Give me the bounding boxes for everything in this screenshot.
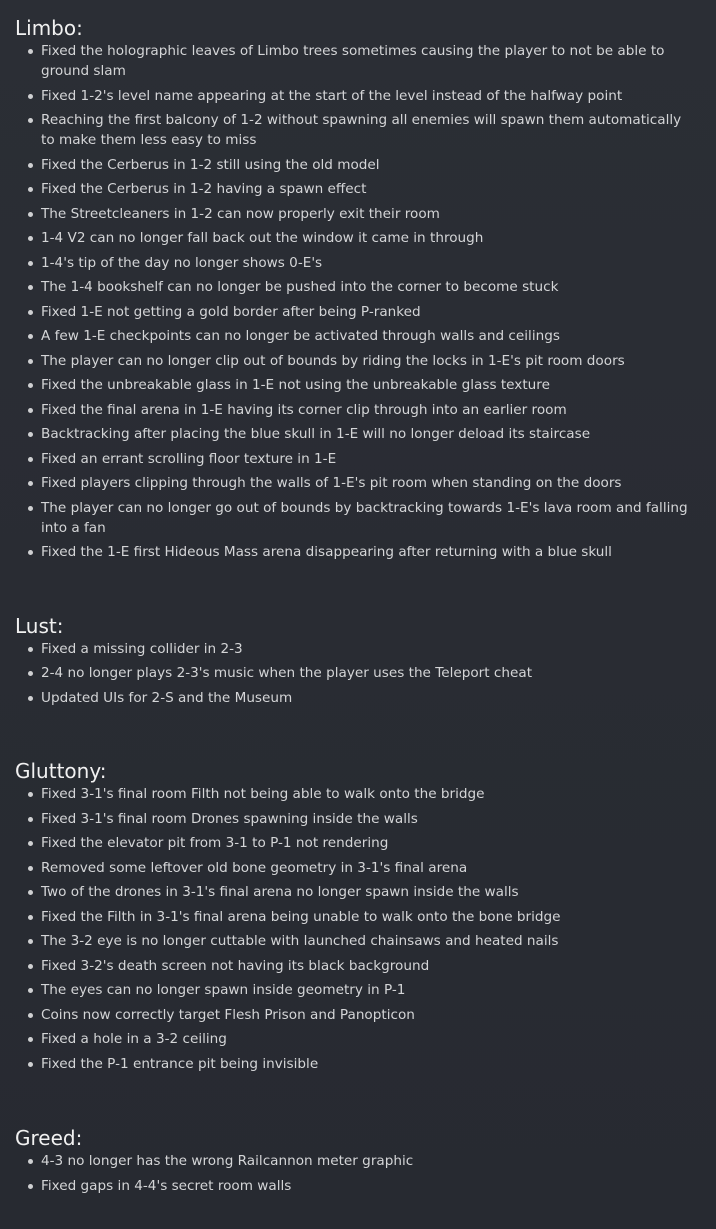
list-item: 2-4 no longer plays 2-3's music when the player uses the Teleport cheat [41,663,705,683]
list-item: Reaching the first balcony of 1-2 without spawning all enemies will spawn them automatically to make them less easy to miss [41,110,705,150]
item-list [15,784,705,1074]
list-item: Fixed 1-E not getting a gold border after being P-ranked [41,302,705,322]
list-item: Fixed 3-1's final room Drones spawning inside the walls [41,809,705,829]
section-title: Gluttony: [15,759,107,783]
list-item: The player can no longer go out of bounds by backtracking towards 1-E's lava room and falling into a fan [41,498,705,538]
list-item: Fixed 1-2's level name appearing at the start of the level instead of the halfway point [41,86,705,106]
list-item: Fixed a missing collider in 2-3 [41,639,705,659]
section-title: Greed: [15,1126,83,1150]
list-item: Fixed an errant scrolling floor texture in 1-E [41,449,705,469]
list-item: Fixed the final arena in 1-E having its corner clip through into an earlier room [41,400,705,420]
item-list [15,639,705,708]
list-item: The eyes can no longer spawn inside geometry in P-1 [41,980,705,1000]
list-item: The Streetcleaners in 1-2 can now properly exit their room [41,204,705,224]
list-item: Fixed the elevator pit from 3-1 to P-1 not rendering [41,833,705,853]
section-spacer [15,567,705,613]
list-item: Backtracking after placing the blue skull in 1-E will no longer deload its staircase [41,424,705,444]
item-list [15,41,705,562]
list-item: Fixed the 1-E first Hideous Mass arena disappearing after returning with a blue skull [41,542,705,562]
item-list [15,1151,705,1196]
list-item: Fixed players clipping through the walls of 1-E's pit room when standing on the doors [41,473,705,493]
section-spacer [15,1078,705,1125]
list-item: Removed some leftover old bone geometry in 3-1's final arena [41,858,705,878]
section-limbo [15,15,705,562]
section-lust [15,613,705,708]
list-item: Fixed the holographic leaves of Limbo trees sometimes causing the player to not be able to ground slam [41,41,705,81]
list-item: Fixed a hole in a 3-2 ceiling [41,1029,705,1049]
list-item: Fixed the unbreakable glass in 1-E not using the unbreakable glass texture [41,375,705,395]
list-item: 4-3 no longer has the wrong Railcannon meter graphic [41,1151,705,1171]
list-item: Coins now correctly target Flesh Prison and Panopticon [41,1005,705,1025]
list-item: Fixed 3-1's final room Filth not being able to walk onto the bridge [41,784,705,804]
section-greed [15,1125,705,1196]
list-item: Fixed the Cerberus in 1-2 having a spawn effect [41,179,705,199]
section-spacer [15,712,705,758]
list-item: Fixed 3-2's death screen not having its black background [41,956,705,976]
section-title: Limbo: [15,16,83,40]
list-item: Updated UIs for 2-S and the Museum [41,688,705,708]
section-title: Lust: [15,613,64,638]
list-item: The 3-2 eye is no longer cuttable with launched chainsaws and heated nails [41,931,705,951]
patch-notes [15,15,705,1200]
list-item: Fixed the Cerberus in 1-2 still using the old model [41,155,705,175]
list-item: Fixed the Filth in 3-1's final arena being unable to walk onto the bone bridge [41,907,705,927]
section-gluttony [15,758,705,1074]
list-item: Fixed the P-1 entrance pit being invisible [41,1054,705,1074]
list-item: The player can no longer clip out of bounds by riding the locks in 1-E's pit room doors [41,351,705,371]
list-item: 1-4's tip of the day no longer shows 0-E's [41,253,705,273]
list-item: Two of the drones in 3-1's final arena no longer spawn inside the walls [41,882,705,902]
list-item: 1-4 V2 can no longer fall back out the window it came in through [41,228,705,248]
list-item: Fixed gaps in 4-4's secret room walls [41,1176,705,1196]
list-item: The 1-4 bookshelf can no longer be pushed into the corner to become stuck [41,277,705,297]
list-item: A few 1-E checkpoints can no longer be activated through walls and ceilings [41,326,705,346]
